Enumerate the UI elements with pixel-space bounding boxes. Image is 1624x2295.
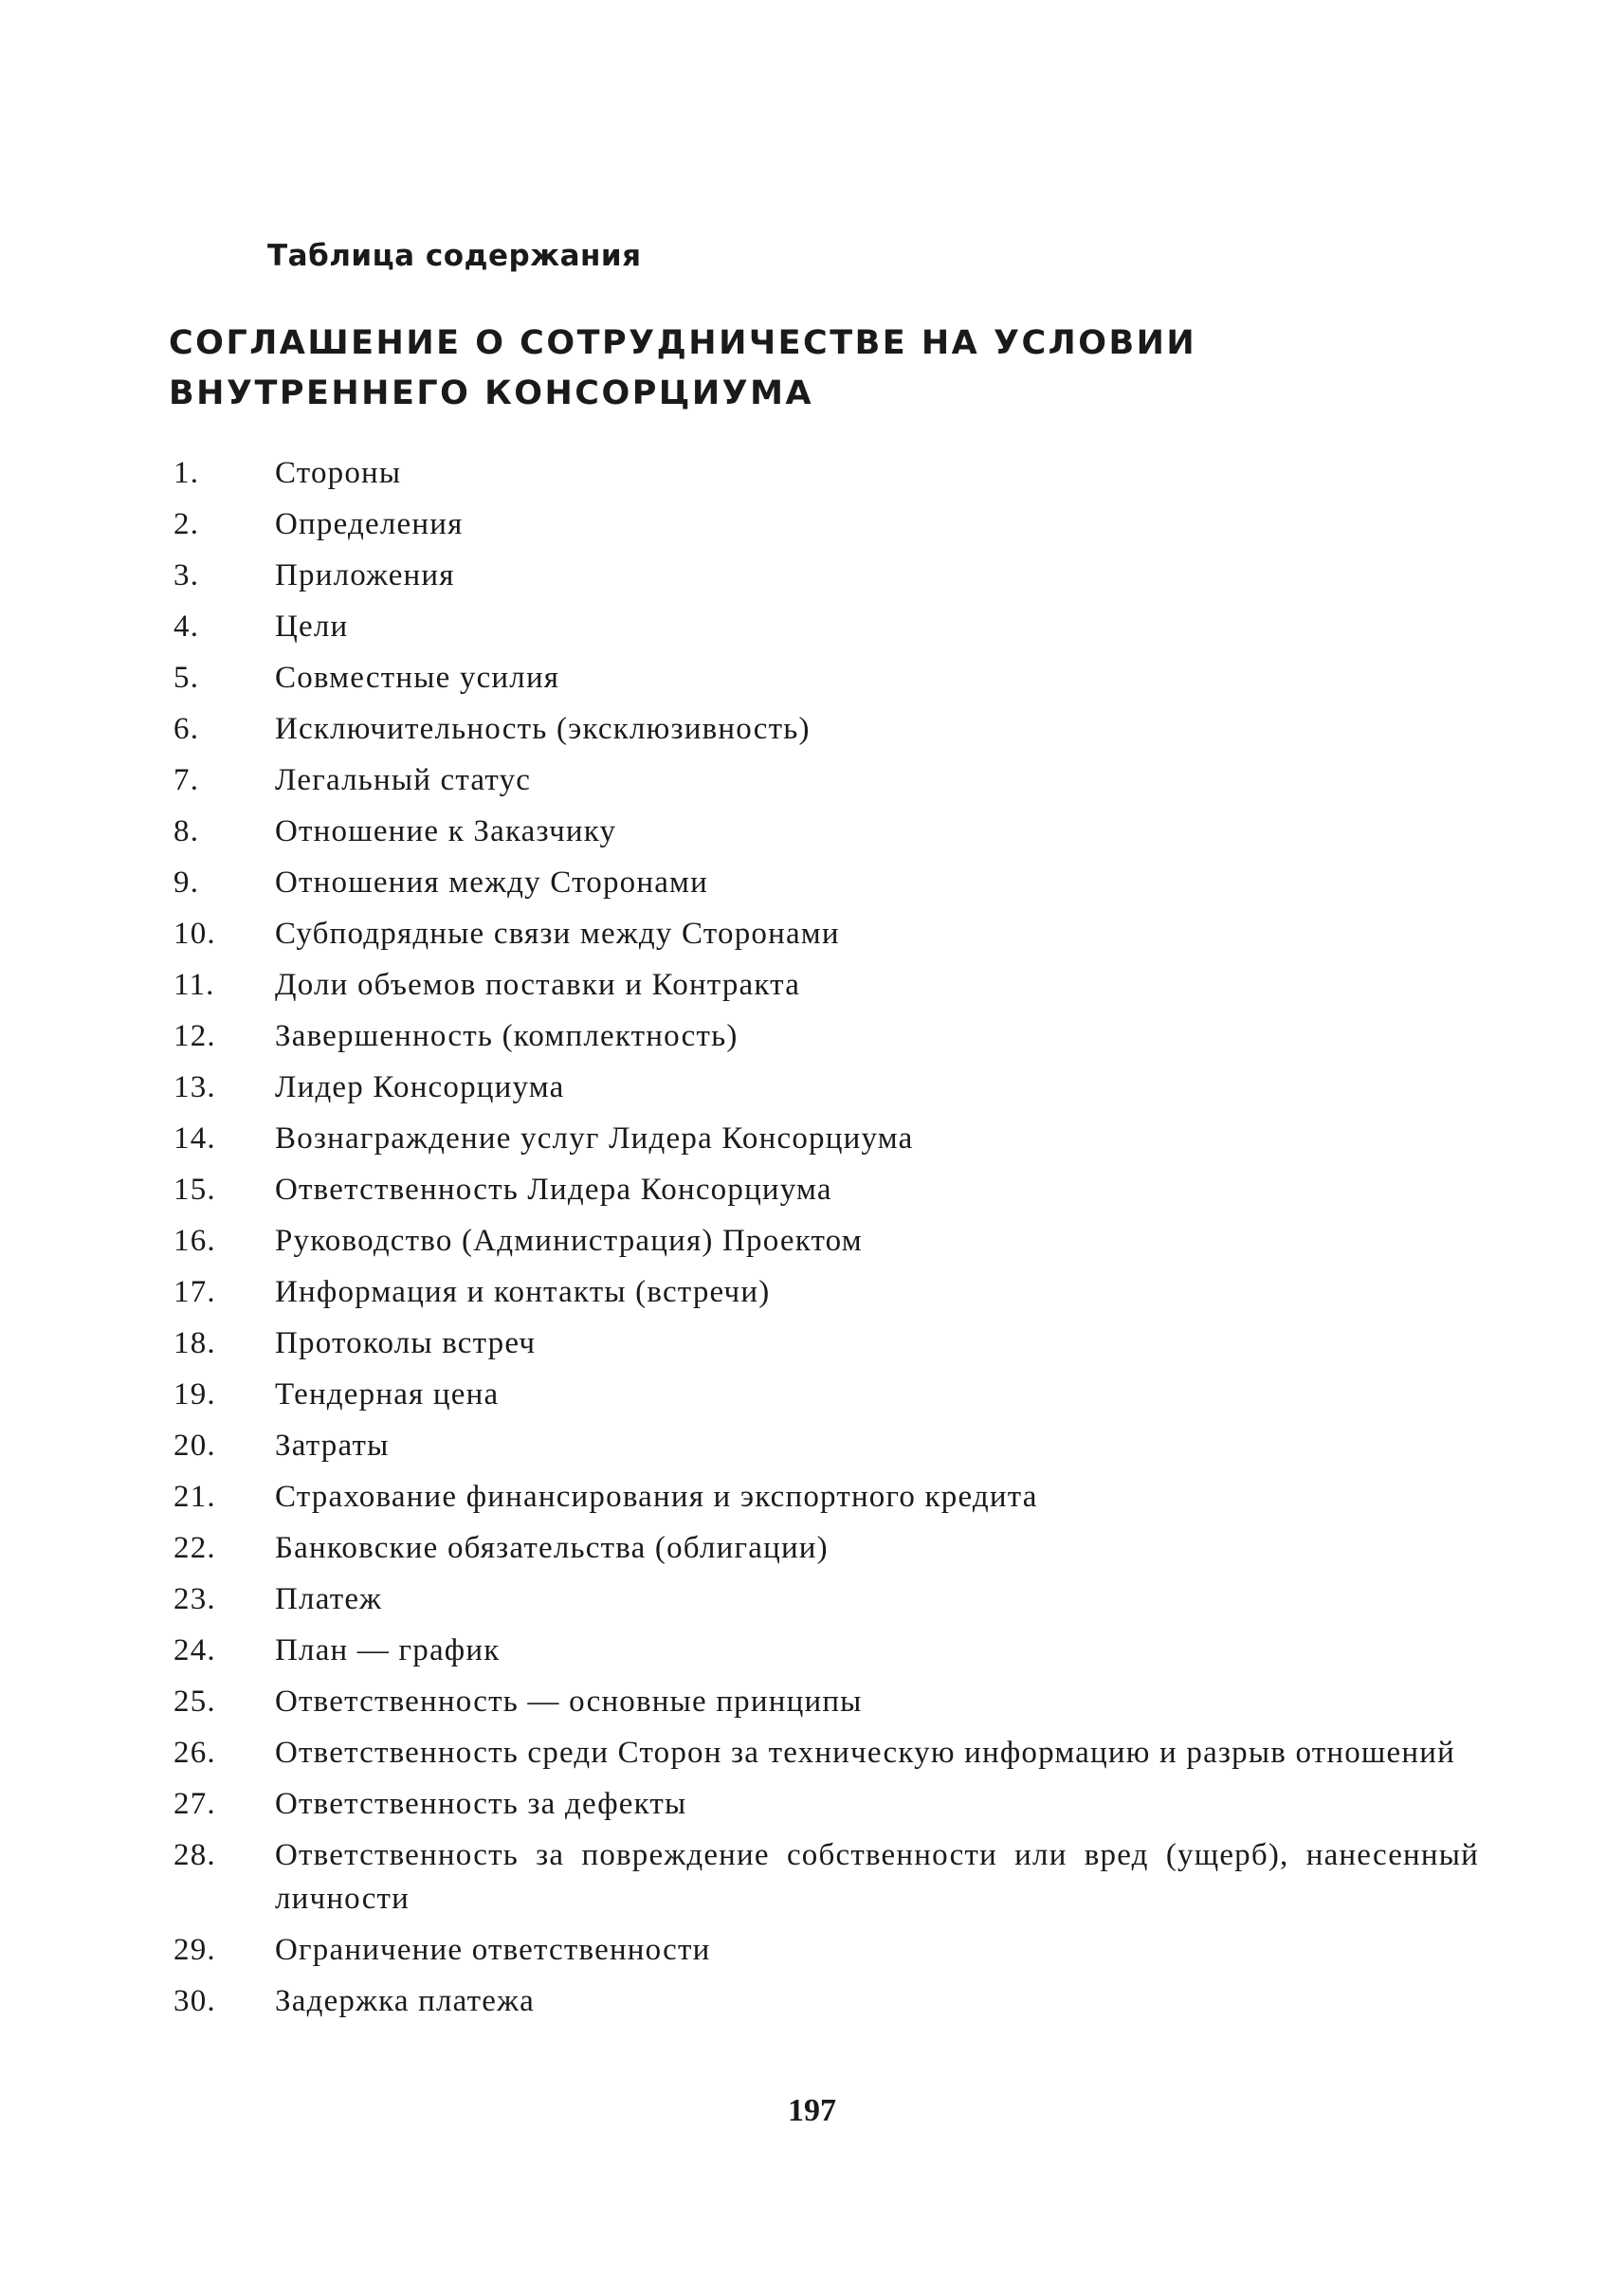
toc-item (0, 1168, 1624, 1211)
toc-item-text: Вознаграждение услуг Лидера Консорциума (275, 1121, 914, 1156)
toc-item-number: 4. (173, 610, 200, 644)
toc-item-number: 7. (173, 763, 200, 797)
toc-item (0, 1321, 1624, 1365)
toc-label: Таблица содержания (267, 239, 642, 273)
toc-item (0, 1526, 1624, 1570)
toc-item (0, 1475, 1624, 1519)
toc-item-text: Ответственность среди Сторон за техническую информацию и разрыв отношений (275, 1736, 1455, 1770)
toc-item-number: 26. (173, 1736, 216, 1770)
toc-item-number: 11. (173, 968, 215, 1002)
toc-item-text: Протоколы встреч (275, 1326, 537, 1360)
toc-item-text: Информация и контакты (встречи) (275, 1275, 771, 1309)
toc-item-text: Затраты (275, 1429, 390, 1463)
toc-item-number: 27. (173, 1787, 216, 1821)
toc-item (0, 1424, 1624, 1467)
toc-item (0, 1979, 1624, 2023)
toc-item-number: 16. (173, 1224, 216, 1258)
toc-item-number: 2. (173, 507, 200, 541)
toc-item-number: 20. (173, 1429, 216, 1463)
toc-item (0, 1117, 1624, 1160)
toc-item-number: 1. (173, 456, 200, 490)
toc-item (0, 451, 1624, 495)
toc-item-number: 28. (173, 1838, 216, 1872)
toc-item-text: Доли объемов поставки и Контракта (275, 968, 801, 1002)
toc-item-number: 25. (173, 1685, 216, 1719)
toc-item-text: Завершенность (комплектность) (275, 1019, 739, 1053)
toc-item-text: Отношения между Сторонами (275, 865, 709, 900)
toc-item (0, 1928, 1624, 1972)
toc-item-text: Ответственность за дефекты (275, 1787, 687, 1821)
toc-item (0, 605, 1624, 648)
toc-item-text: Задержка платежа (275, 1984, 535, 2018)
document-title: СОГЛАШЕНИЕ О СОТРУДНИЧЕСТВЕ НА УСЛОВИИ ВНУТРЕННЕГО КОНСОРЦИУМА (169, 324, 1197, 412)
toc-item-number: 15. (173, 1173, 216, 1207)
toc-item-text: Совместные усилия (275, 661, 560, 695)
toc-item-number: 24. (173, 1633, 216, 1667)
toc-item-number: 3. (173, 558, 200, 592)
toc-item (0, 912, 1624, 956)
toc-item-text: Ответственность за повреждение собственности или вред (ущерб), нанесенный личности (275, 1838, 1479, 1916)
toc-item-text: План — график (275, 1633, 501, 1667)
toc-item-number: 30. (173, 1984, 216, 2018)
toc-item (0, 1066, 1624, 1109)
toc-item (0, 861, 1624, 904)
toc-item-text: Исключительность (эксклюзивность) (275, 712, 811, 746)
toc-item-text: Лидер Консорциума (275, 1070, 565, 1104)
toc-item (0, 1833, 1624, 1921)
toc-item-text: Платеж (275, 1582, 383, 1616)
toc-item-text: Отношение к Заказчику (275, 814, 617, 848)
toc-item (0, 1270, 1624, 1314)
toc-item-number: 29. (173, 1933, 216, 1967)
toc-item (0, 1731, 1624, 1775)
table-of-contents (0, 451, 1624, 2031)
toc-item (0, 1014, 1624, 1058)
toc-item (0, 707, 1624, 751)
toc-item-number: 9. (173, 865, 200, 900)
toc-item-number: 5. (173, 661, 200, 695)
toc-item-text: Цели (275, 610, 349, 644)
toc-item-number: 13. (173, 1070, 216, 1104)
toc-item (0, 1219, 1624, 1263)
page-number: 197 (788, 2093, 836, 2128)
toc-item-number: 17. (173, 1275, 216, 1309)
toc-item (0, 963, 1624, 1007)
toc-item-number: 21. (173, 1480, 216, 1514)
toc-item-text: Руководство (Администрация) Проектом (275, 1224, 863, 1258)
toc-item-number: 23. (173, 1582, 216, 1616)
toc-item-text: Стороны (275, 456, 402, 490)
toc-item-text: Легальный статус (275, 763, 532, 797)
toc-item-text: Определения (275, 507, 464, 541)
toc-item-number: 10. (173, 917, 216, 951)
toc-item-number: 14. (173, 1121, 216, 1156)
toc-item (0, 758, 1624, 802)
toc-item-number: 12. (173, 1019, 216, 1053)
toc-item (0, 502, 1624, 546)
toc-item-text: Банковские обязательства (облигации) (275, 1531, 829, 1565)
toc-item-text: Субподрядные связи между Сторонами (275, 917, 840, 951)
toc-item-text: Приложения (275, 558, 455, 592)
toc-item-text: Страхование финансирования и экспортного кредита (275, 1480, 1038, 1514)
toc-item-number: 22. (173, 1531, 216, 1565)
toc-item-number: 6. (173, 712, 200, 746)
toc-item-number: 8. (173, 814, 200, 848)
toc-item (0, 1629, 1624, 1672)
toc-item-text: Тендерная цена (275, 1377, 500, 1412)
toc-item (0, 1577, 1624, 1621)
toc-item (0, 1680, 1624, 1723)
toc-item-text: Ответственность Лидера Консорциума (275, 1173, 832, 1207)
toc-item-text: Ответственность — основные принципы (275, 1685, 863, 1719)
toc-item (0, 1782, 1624, 1826)
toc-item (0, 810, 1624, 853)
toc-item (0, 1373, 1624, 1416)
toc-item (0, 656, 1624, 700)
toc-item (0, 554, 1624, 597)
toc-item-number: 18. (173, 1326, 216, 1360)
toc-item-number: 19. (173, 1377, 216, 1412)
toc-item-text: Ограничение ответственности (275, 1933, 711, 1967)
